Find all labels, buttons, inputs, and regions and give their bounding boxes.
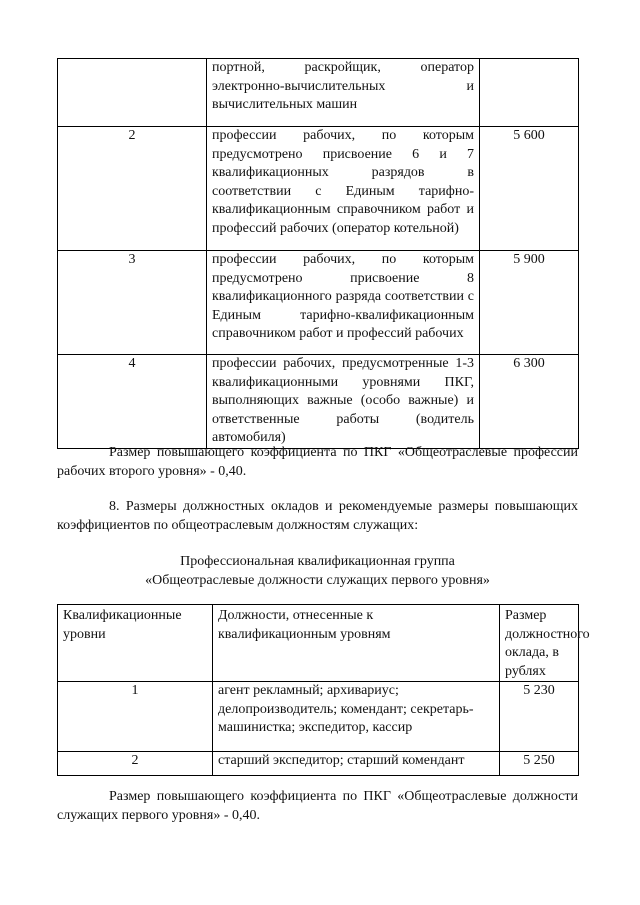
professions-table (57, 58, 579, 449)
table-row (58, 251, 579, 355)
salary-cell: 5 230 (500, 682, 579, 752)
profession-cell: профессии рабочих, предусмотренные 1-3 квалификационными уровнями ПКГ, выполняющих важные (особо важные) и ответственные работы (водитель автомобиля) (207, 355, 480, 449)
header-positions: Должности, отнесенные к квалификационным уровням (213, 605, 500, 682)
coefficient-note-employees: Размер повышающего коэффициента по ПКГ «Общеотраслевые должности служащих первого уровня» - 0,40. (57, 789, 578, 823)
qual-level-cell: 3 (58, 251, 207, 355)
table-row (58, 355, 579, 449)
group-title-line-2: «Общеотраслевые должности служащих первого уровня» (145, 572, 490, 588)
position-cell: старший экспедитор; старший комендант (213, 752, 500, 776)
table-row (58, 127, 579, 251)
profession-cell: портной, раскройщик, оператор электронно-вычислительных и вычислительных машин (207, 59, 480, 127)
qual-level-cell: 4 (58, 355, 207, 449)
section-8-paragraph: 8. Размеры должностных окладов и рекомендуемые размеры повышающих коэффициентов по общеотраслевым должностям служащих: (57, 499, 578, 533)
group-title-line-1: Профессиональная квалификационная группа (180, 554, 455, 569)
profession-cell: профессии рабочих, по которым предусмотрено присвоение 8 квалификационного разряда соответствии с Единым тарифно-квалификационным справочником работ и профессий рабочих (207, 251, 480, 355)
qual-level-cell (58, 59, 207, 127)
header-qual-levels: Квалификационные уровни (58, 605, 213, 682)
table-row (58, 752, 579, 776)
qual-level-cell: 2 (58, 752, 213, 776)
position-cell: агент рекламный; архивариус; делопроизводитель; комендант; секретарь-машинистка; экспедитор, кассир (213, 682, 500, 752)
profession-cell: профессии рабочих, по которым предусмотрено присвоение 6 и 7 квалификационных разрядов в соответствии с Единым тарифно-квалификационным справочником работ и профессий рабочих (оператор котельной) (207, 127, 480, 251)
salary-cell: 5 600 (480, 127, 579, 251)
table-row (58, 59, 579, 127)
coefficient-note-workers: Размер повышающего коэффициента по ПКГ «Общеотраслевые профессии рабочих второго уровня» - 0,40. (57, 445, 578, 479)
table-header-row (58, 605, 579, 682)
qual-level-cell: 2 (58, 127, 207, 251)
salary-cell (480, 59, 579, 127)
header-salary: Размер должностного оклада, в рублях (500, 605, 579, 682)
salary-cell: 5 250 (500, 752, 579, 776)
qual-level-cell: 1 (58, 682, 213, 752)
table-row (58, 682, 579, 752)
employees-table (57, 604, 590, 776)
salary-cell: 6 300 (480, 355, 579, 449)
salary-cell: 5 900 (480, 251, 579, 355)
group-title (57, 553, 578, 590)
